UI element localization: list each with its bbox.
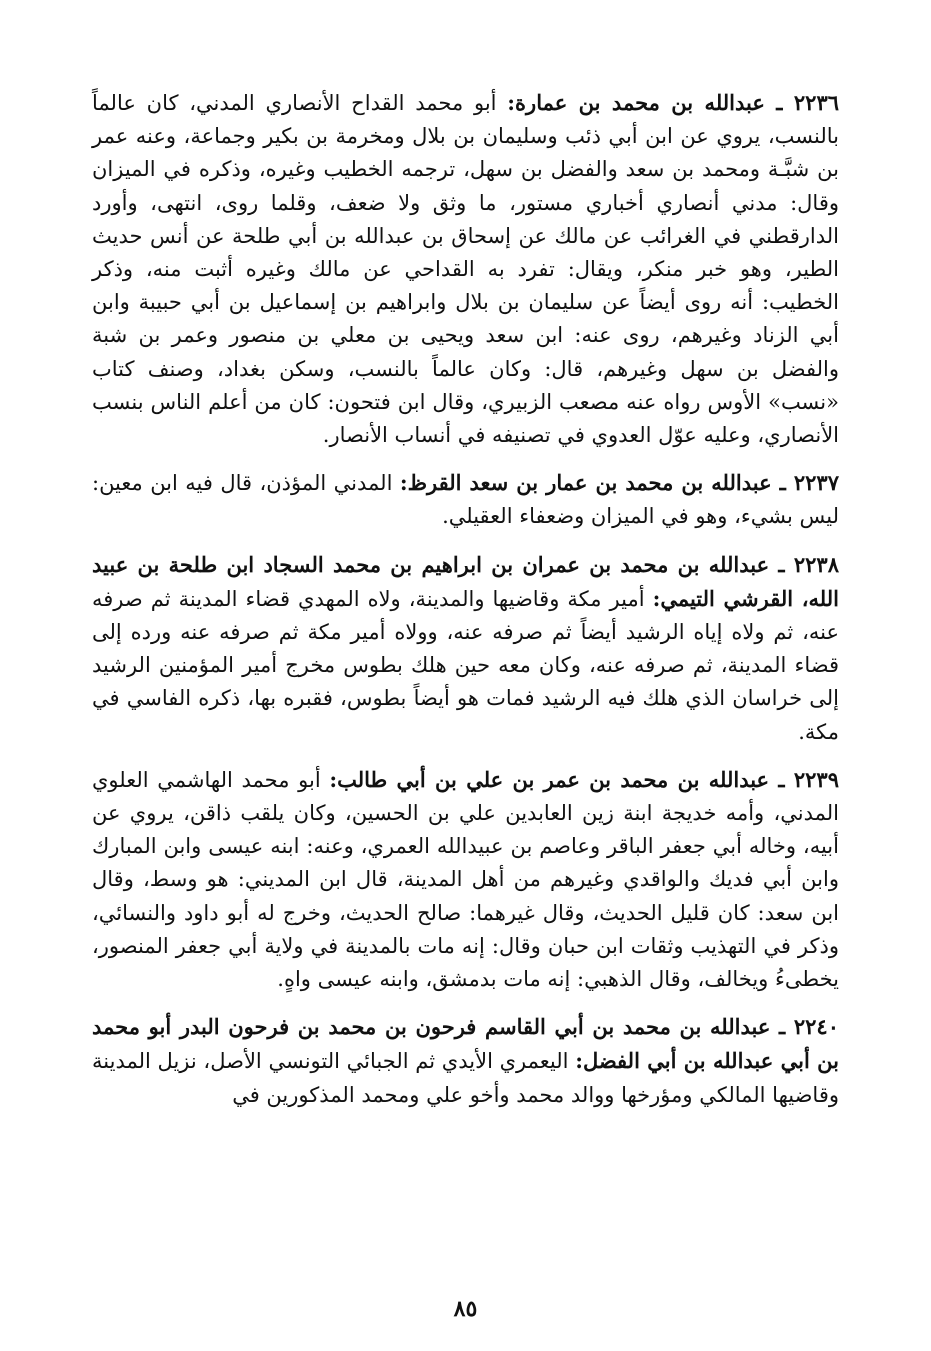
entry-2238: [92, 548, 839, 749]
entry-heading: ٢٢٣٩ ـ عبدالله بن محمد بن عمر بن علي بن أبي طالب:: [329, 766, 839, 792]
entry-heading: ٢٢٣٦ ـ عبدالله بن محمد بن عمارة:: [507, 90, 840, 115]
page-number: ٨٥: [453, 1296, 478, 1322]
entry-2236: [92, 86, 839, 452]
entry-2239: [92, 763, 839, 996]
entry-heading: ٢٢٣٨ ـ عبدالله بن محمد بن عمران بن ابراهيم بن محمد السجاد ابن طلحة بن عبيد الله، القرشي التيمي:: [92, 551, 839, 611]
entry-2237: [92, 466, 839, 533]
entry-body: أبو محمد القداح الأنصاري المدني، كان عالماً بالنسب، يروي عن ابن أبي ذئب وسليمان بن بلال ومخرمة بن بكير وجماعة، وعنه عمر بن شبَّـة ومحمد بن سعد والفضل بن سهل، ترجمه الخطيب وغيره، وذكره في الميزان وقال: مدني أنصاري أخباري مستور، ما وثق ولا ضعف، وقلما روى، انتهى، وأورد الدارقطني في الغرائب عن مالك عن إسحاق بن عبدالله بن أبي طلحة عن أنس حديث الطير، وهو خبر منكر، ويقال: تفرد به القداحي عن مالك وغيره أثبت منه، وذكر الخطيب: أنه روى أيضاً عن سليمان بن بلال وابراهيم بن إسماعيل بن أبي حبيبة وابن أبي الزناد وغيرهم، روى عنه: ابن سعد ويحيى بن معلي بن منصور وعمر بن شبة والفضل بن سهل وغيرهم، قال: وكان عالماً بالنسب، وسكن بغداد، وصنف كتاب «نسب» الأوس رواه عنه مصعب الزبيري، وقال ابن فتحون: كان من أعلم الناس بنسب الأنصاري، وعليه عوّل العدوي في تصنيفه في أنساب الأنصار.: [92, 91, 839, 448]
entry-body: اليعمري الأيدي ثم الجبائي التونسي الأصل، نزيل المدينة وقاضيها المالكي ومؤرخها ووالد محمد وأخو علي ومحمد المذكورين في: [92, 1049, 839, 1107]
entry-heading: ٢٢٣٧ ـ عبدالله بن محمد بن عمار بن سعد القرظ:: [399, 470, 839, 496]
entry-body: المدني المؤذن، قال فيه ابن معين: ليس بشيء، وهو في الميزان وضعفاء العقيلي.: [92, 471, 839, 529]
entry-body: أمير مكة وقاضيها والمدينة، ولاه المهدي قضاء المدينة ثم صرفه عنه، ثم ولاه إياه الرشيد أيضاً ثم صرفه عنه، وولاه أمير مكة ثم صرفه عنه ورده إلى قضاء المدينة، ثم صرفه عنه، وكان معه حين هلك بطوس مخرج أمير المؤمنين الرشيد إلى خراسان الذي هلك فيه الرشيد فمات هو أيضاً بطوس، فقبره بها، ذكره الفاسي في مكة.: [92, 586, 839, 744]
entry-body: أبو محمد الهاشمي العلوي المدني، وأمه خديجة ابنة زين العابدين علي بن الحسين، وكان يلقب ذاقن، يروي عن أبيه، وخاله أبي جعفر الباقر وعاصم بن عبيدالله العمري، وعنه: ابنه عيسى وابن المبارك وابن أبي فديك والواقدي وغيرهم من أهل المدينة، قال ابن المديني: هو وسط، وقال ابن سعد: كان قليل الحديث، وقال غيرهما: صالح الحديث، وخرج له أبو داود والنسائي، وذكر في التهذيب وثقات ابن حبان وقال: إنه مات بالمدينة في ولاية أبي جعفر المنصور، يخطىءُ ويخالف، وقال الذهبي: إنه مات بدمشق، وابنه عيسى واهٍ.: [92, 767, 839, 992]
entry-2240: [92, 1010, 839, 1112]
entry-heading: ٢٢٤٠ ـ عبدالله بن محمد بن أبي القاسم فرحون بن محمد بن فرحون البدر أبو محمد بن أبي عبدالله بن أبي الفضل:: [92, 1014, 839, 1074]
